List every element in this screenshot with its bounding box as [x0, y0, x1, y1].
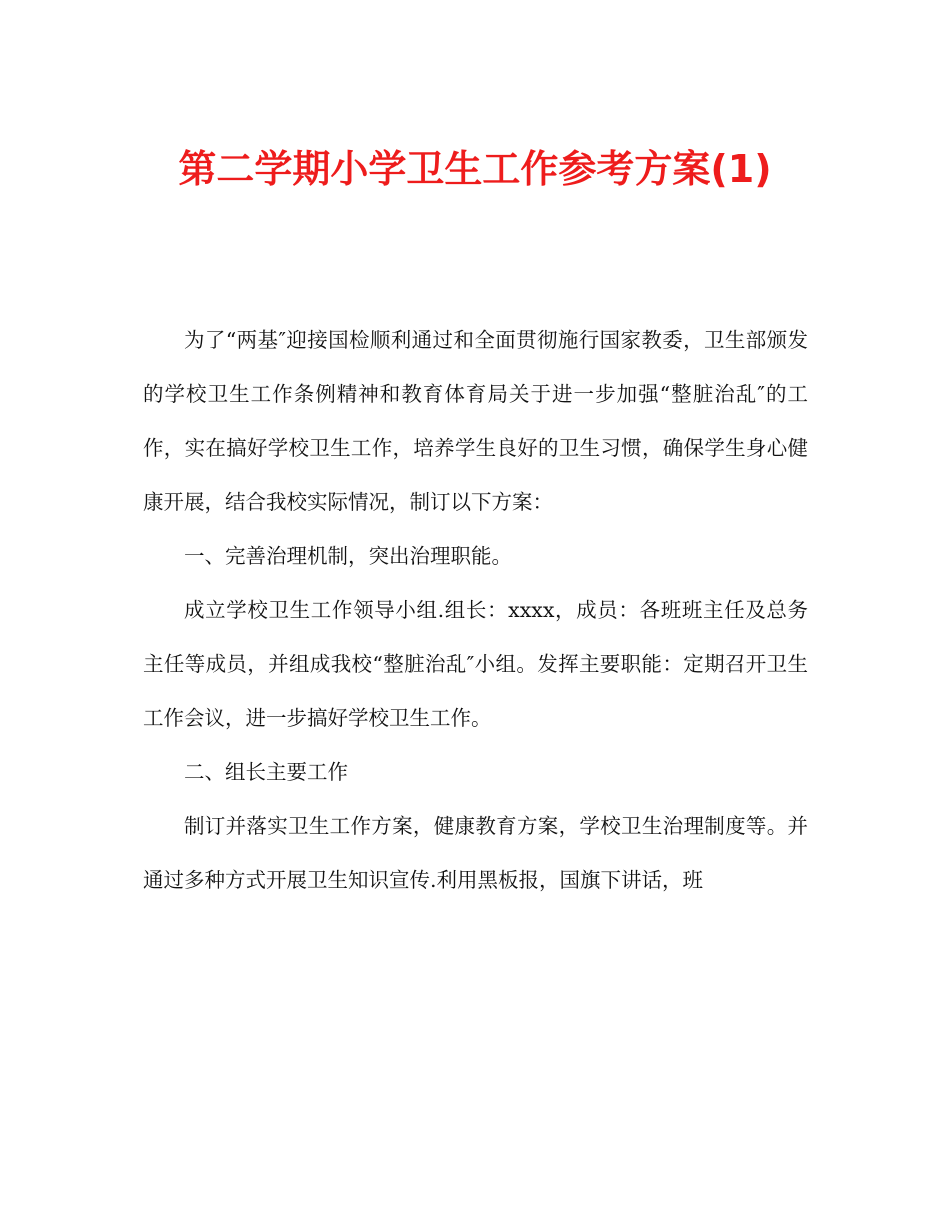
paragraph-leadership-group: 成立学校卫生工作领导小组.组长：xxxx，成员：各班班主任及总务主任等成员，并组成我校“整脏治乱″小组。发挥主要职能：定期召开卫生工作会议，进一步搞好学校卫生工作。	[143, 598, 808, 730]
document-body	[143, 313, 808, 907]
section-heading-1: 一、完善治理机制，突出治理职能。	[184, 544, 512, 568]
paragraph-intro: 为了“两基″迎接国检顺利通过和全面贯彻施行国家教委，卫生部颁发的学校卫生工作条例精神和教育体育局关于进一步加强“整脏治乱″的工作，实在搞好学校卫生工作，培养学生良好的卫生习惯，确保学生身心健康开展，结合我校实际情况，制订以下方案：	[143, 328, 808, 514]
paragraph-leader-duties: 制订并落实卫生工作方案，健康教育方案，学校卫生治理制度等。并通过多种方式开展卫生知识宣传.利用黑板报，国旗下讲话，班	[143, 814, 808, 892]
section-heading-2: 二、组长主要工作	[184, 760, 348, 784]
document-title: 第二学期小学卫生工作参考方案(1)	[178, 147, 772, 192]
